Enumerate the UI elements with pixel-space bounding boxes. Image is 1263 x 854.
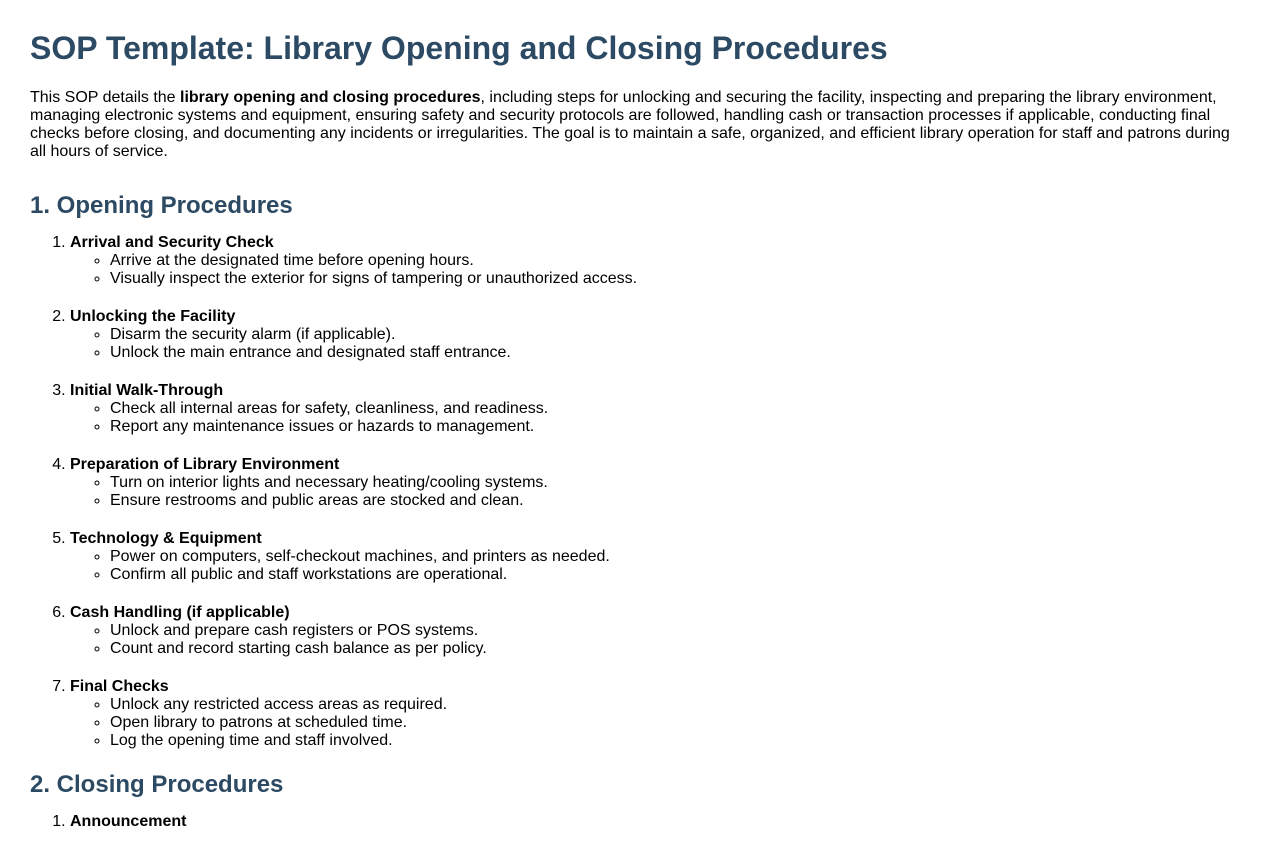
opening-step — [70, 604, 1233, 658]
step-items — [70, 622, 1233, 658]
step-title: Arrival and Security Check — [70, 234, 274, 251]
step-title: Cash Handling (if applicable) — [70, 604, 290, 621]
opening-step — [70, 308, 1233, 362]
step-item: ◦ Count and record starting cash balance as per policy. — [110, 640, 1233, 658]
step-items — [70, 400, 1233, 436]
step-title: Unlocking the Facility — [70, 308, 236, 325]
step-item: ◦ Arrive at the designated time before opening hours. — [110, 252, 1233, 270]
step-item: ◦ Check all internal areas for safety, cleanliness, and readiness. — [110, 400, 1233, 418]
step-item: ◦ Report any maintenance issues or hazards to management. — [110, 418, 1233, 436]
step-item: ◦ Unlock the main entrance and designated staff entrance. — [110, 344, 1233, 362]
step-title: Initial Walk-Through — [70, 382, 224, 399]
step-item: ◦ Unlock and prepare cash registers or POS systems. — [110, 622, 1233, 640]
intro-bold: library opening and closing procedures — [180, 89, 481, 106]
opening-heading: 1. Opening Procedures — [30, 192, 293, 219]
opening-steps-list — [30, 234, 1233, 750]
step-item: ◦ Power on computers, self-checkout machines, and printers as needed. — [110, 548, 1233, 566]
closing-step — [70, 813, 1233, 831]
opening-step — [70, 678, 1233, 750]
step-items — [70, 548, 1233, 584]
step-item: ◦ Open library to patrons at scheduled time. — [110, 714, 1233, 732]
step-item: ◦ Unlock any restricted access areas as required. — [110, 696, 1233, 714]
closing-steps-list — [30, 813, 1233, 831]
step-title: Preparation of Library Environment — [70, 456, 340, 473]
step-title: Announcement — [70, 813, 187, 830]
opening-step — [70, 456, 1233, 510]
step-items — [70, 474, 1233, 510]
intro-paragraph — [30, 89, 1233, 161]
opening-step — [70, 382, 1233, 436]
step-item: ◦ Ensure restrooms and public areas are stocked and clean. — [110, 492, 1233, 510]
step-item: ◦ Turn on interior lights and necessary heating/cooling systems. — [110, 474, 1233, 492]
step-items — [70, 696, 1233, 750]
step-item: ◦ Log the opening time and staff involved. — [110, 732, 1233, 750]
opening-step — [70, 234, 1233, 288]
opening-step — [70, 530, 1233, 584]
step-item: ◦ Visually inspect the exterior for signs of tampering or unauthorized access. — [110, 270, 1233, 288]
page-title: SOP Template: Library Opening and Closing Procedures — [30, 30, 888, 66]
step-items — [70, 252, 1233, 288]
step-items — [70, 326, 1233, 362]
step-title: Technology & Equipment — [70, 530, 262, 547]
step-item: ◦ Confirm all public and staff workstations are operational. — [110, 566, 1233, 584]
closing-heading: 2. Closing Procedures — [30, 771, 284, 798]
intro-prefix: This SOP details the — [30, 89, 180, 106]
intro-suffix: , including steps for unlocking and securing the facility, inspecting and preparing the library environment, managing electronic systems and equipment, ensuring safety and security protocols are followed, handling cash or transaction processes if applicable, conducting final checks before closing, and documenting any incidents or irregularities. The goal is to maintain a safe, organized, and efficient library operation for staff and patrons during all hours of service. — [30, 89, 1230, 160]
step-title: Final Checks — [70, 678, 169, 695]
step-item: ◦ Disarm the security alarm (if applicable). — [110, 326, 1233, 344]
